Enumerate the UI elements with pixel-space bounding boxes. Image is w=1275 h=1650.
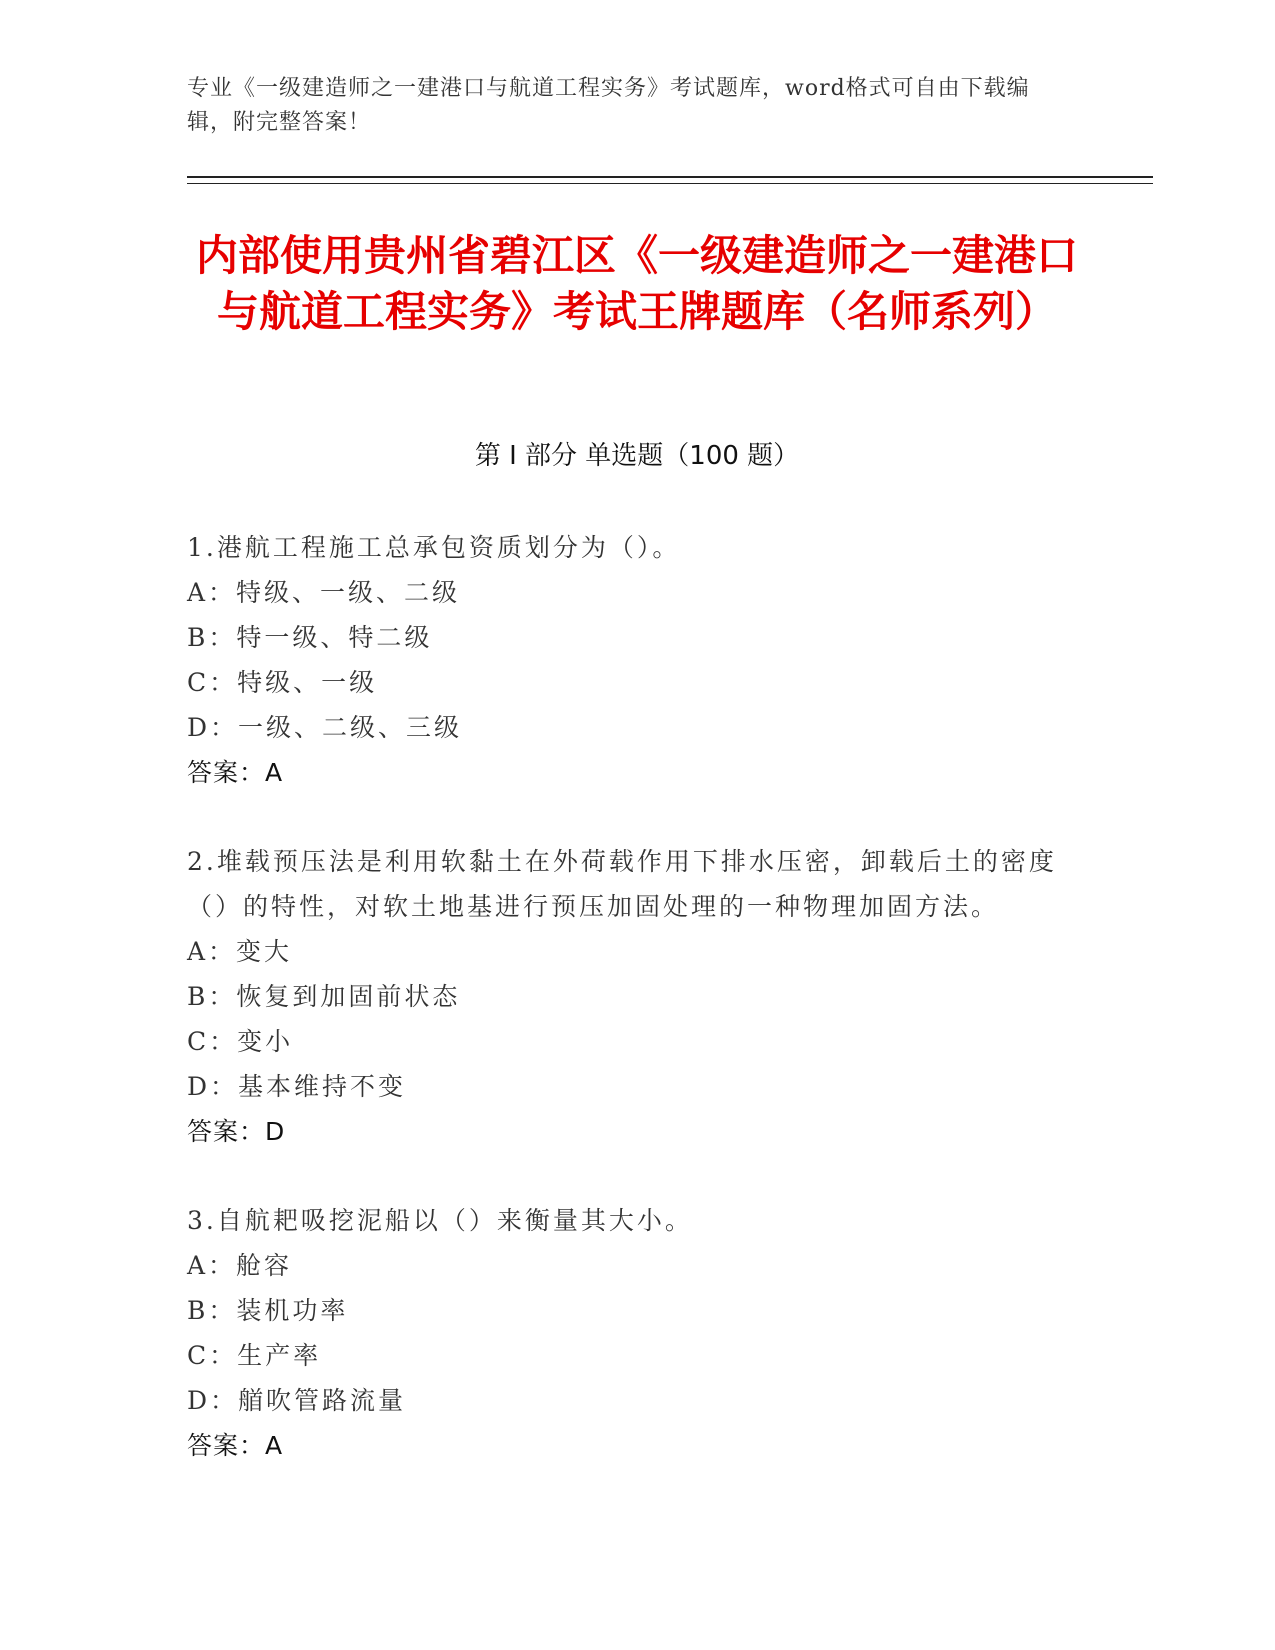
answer: 答案：A — [187, 758, 284, 787]
option-a: A：舱容 — [187, 1251, 293, 1280]
question-text: 1.港航工程施工总承包资质划分为（）。 — [187, 533, 681, 562]
question-3 — [187, 1198, 1067, 1468]
answer: 答案：A — [187, 1431, 284, 1460]
option-c: C：生产率 — [187, 1341, 322, 1370]
option-c: C：变小 — [187, 1027, 294, 1056]
question-text: 3.自航耙吸挖泥船以（）来衡量其大小。 — [187, 1206, 693, 1235]
question-1 — [187, 525, 1067, 795]
header-divider-thin — [187, 183, 1153, 184]
header-divider-thick — [187, 176, 1153, 178]
option-d: D：一级、二级、三级 — [187, 713, 463, 742]
document-title: 内部使用贵州省碧江区《一级建造师之一建港口与航道工程实务》考试王牌题库（名师系列） — [195, 231, 1078, 336]
answer: 答案：D — [187, 1117, 286, 1146]
option-b: B：特一级、特二级 — [187, 623, 433, 652]
question-text: 2.堆载预压法是利用软黏土在外荷载作用下排水压密，卸载后土的密度（）的特性，对软土地基进行预压加固处理的一种物理加固方法。 — [187, 847, 1057, 921]
option-b: B：装机功率 — [187, 1296, 349, 1325]
option-d: D：基本维持不变 — [187, 1072, 407, 1101]
question-2 — [187, 839, 1067, 1154]
option-a: A：特级、一级、二级 — [187, 578, 461, 607]
question-list — [187, 525, 1067, 1512]
option-d: D：艏吹管路流量 — [187, 1386, 407, 1415]
option-c: C：特级、一级 — [187, 668, 378, 697]
section-heading: 第 I 部分 单选题（100 题） — [474, 441, 800, 471]
option-a: A：变大 — [187, 937, 293, 966]
option-b: B：恢复到加固前状态 — [187, 982, 461, 1011]
header-note: 专业《一级建造师之一建港口与航道工程实务》考试题库，word格式可自由下载编辑，附完整答案！ — [187, 76, 1030, 135]
